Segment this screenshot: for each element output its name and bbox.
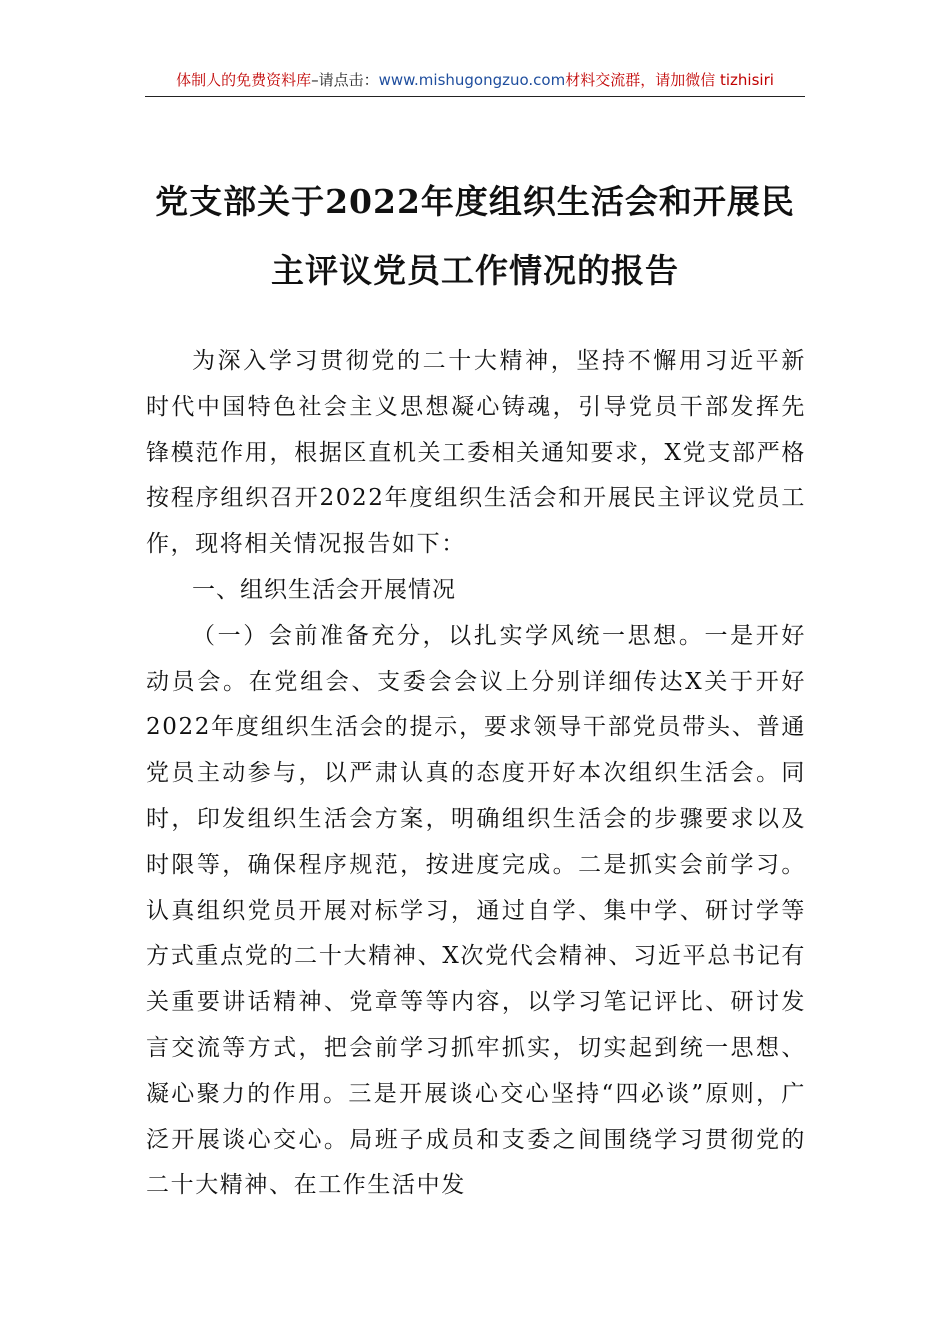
document-body xyxy=(146,339,806,1209)
header-url-link[interactable]: www.mishugongzuo.com xyxy=(378,71,566,89)
header-tail: 材料交流群，请加微信 tizhisiri xyxy=(565,71,774,89)
document-title-line1: 党支部关于2022年度组织生活会和开展民 xyxy=(155,182,795,221)
section1-heading: 一、组织生活会开展情况 xyxy=(192,576,456,603)
header-brand: 体制人的免费资料库 xyxy=(176,71,312,89)
section1-paragraph1: （一）会前准备充分，以扎实学风统一思想。一是开好动员会。在党组会、支委会会议上分别详细传达X关于开好2022年度组织生活会的提示，要求领导干部党员带头、普通党员主动参与，以严肃认真的态度开好本次组织生活会。同时，印发组织生活会方案，明确组织生活会的步骤要求以及时限等，确保程序规范，按进度完成。二是抓实会前学习。认真组织党员开展对标学习，通过自学、集中学、研讨学等方式重点党的二十大精神、X次党代会精神、习近平总书记有关重要讲话精神、党章等等内容，以学习笔记评比、研讨发言交流等方式，把会前学习抓牢抓实，切实起到统一思想、凝心聚力的作用。三是开展谈心交心坚持“四必谈”原则，广泛开展谈心交心。局班子成员和支委之间围绕学习贯彻党的二十大精神、在工作生活中发 xyxy=(146,622,806,1199)
document-title-line2: 主评议党员工作情况的报告 xyxy=(271,251,679,290)
intro-paragraph: 为深入学习贯彻党的二十大精神，坚持不懈用习近平新时代中国特色社会主义思想凝心铸魂，引导党员干部发挥先锋模范作用，根据区直机关工委相关通知要求，X党支部严格按程序组织召开2022年度组织生活会和开展民主评议党员工作，现将相关情况报告如下： xyxy=(146,348,806,558)
header-prompt: –请点击： xyxy=(311,71,379,89)
header-banner xyxy=(145,66,805,97)
